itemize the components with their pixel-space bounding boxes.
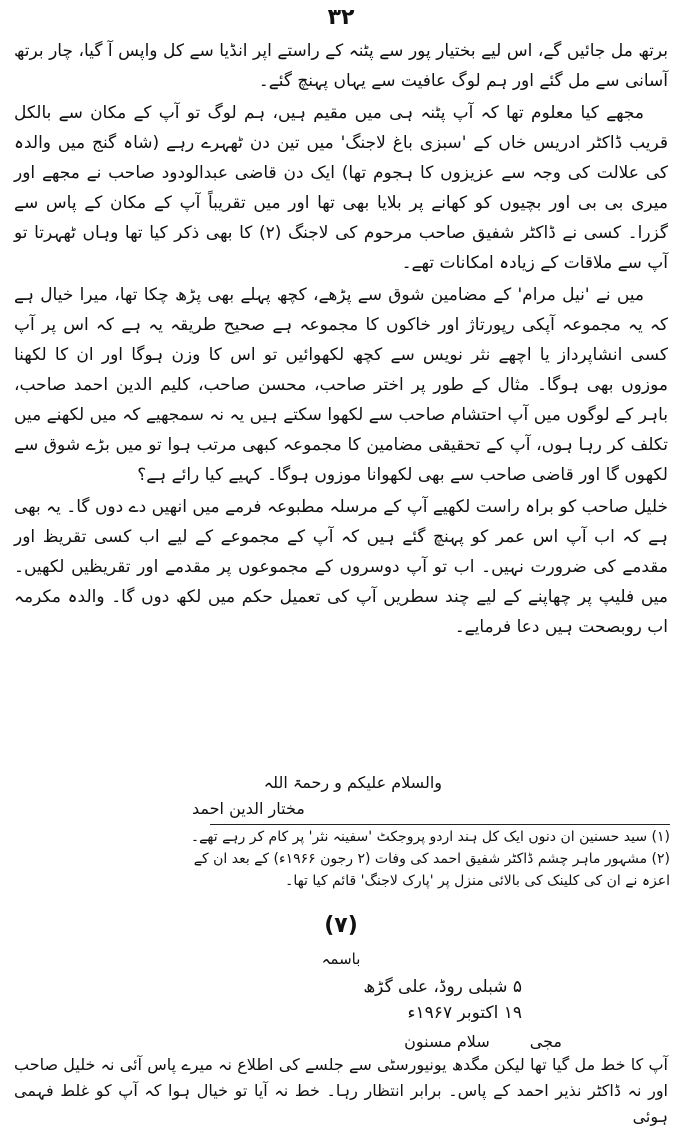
paragraph: میں نے 'نیل مرام' کے مضامین شوق سے پڑھے، کچھ پہلے بھی پڑھ چکا تھا، میرا خیال ہے کہ یہ مجموعہ آپکی رپورتاژ اور خاکوں کا مجموعہ ہے صحیح طریقہ یہ ہے کہ اس پر آپ کسی انشاپرداز یا اچھے نثر نویس سے کچھ لکھوائیں تو اس کا وزن ہوگا اور ان کا لکھنا موزوں بھی ہوگا۔ مثال کے طور پر اختر صاحب، محسن صاحب، کلیم الدین احمد صاحب، باہر کے لوگوں میں آپ احتشام صاحب سے لکھوا سکتے ہیں یہ نہ سمجھیے کہ میں لکھنے میں تکلف کر رہا ہوں، آپ کے تحقیقی مضامین کا مجموعہ کبھی مرتب ہوا تو میں بڑے شوق سے لکھوں گا اور قاضی صاحب سے بھی لکھوانا موزوں ہوگا۔ کہیے کیا رائے ہے؟ [14,285,668,485]
greeting [404,1030,562,1054]
letter-body [14,36,668,644]
footnote: (۲) مشہور ماہر چشم ڈاکٹر شفیق احمد کی وفات (۲ رجون ۱۹۶۶ء) کے بعد ان کے اعزہ نے ان کی کلینک کی بالائی منزل پر 'پارک لاجنگ' قائم کیا تھا۔ [193,851,670,889]
letter-number: (۷) [324,913,358,938]
letter-date: ۱۹ اکتوبر ۱۹۶۷ء [407,1003,522,1023]
footnote: (۱) سید حسنین ان دنوں ایک کل ہند اردو پروجکٹ 'سفینہ نثر' پر کام کر رہے تھے۔ [190,829,670,845]
paragraph: خلیل صاحب کو براہ راست لکھیے آپ کے مرسلہ مطبوعہ فرمے میں انھیں دے دوں گا۔ یہ بھی ہے کہ اب آپ اس عمر کو پہنچ گئے ہیں کہ آپ کے مجموعے کے لیے اب کسی تقریظ اور مقدمے کی ضرورت نہیں۔ اب تو آپ دوسروں کے مجموعوں پر مقدمے اور تقریظیں لکھیں۔ میں فلیپ پر چھاپنے کے لیے چند سطریں آپ کی تعمیل حکم میں لکھ دوں گا۔ والدہ مکرمہ اب روبصحت ہیں دعا فرمایے۔ [14,497,668,637]
address-line: ۵ شبلی روڈ، علی گڑھ [363,977,522,997]
page-number: ۳۲ [327,5,355,30]
next-letter-body: آپ کا خط مل گیا تھا لیکن مگدھ یونیورسٹی سے جلسے کی اطلاع نہ میرے پاس آئی نہ خلیل صاحب اور نہ ڈاکٹر نذیر احمد کے پاس۔ برابر انتظار رہا۔ خط نہ آیا تو خیال ہوا کہ آپ کو غلط فہمی ہوئی [14,1055,668,1126]
paragraph: مجھے کیا معلوم تھا کہ آپ پٹنہ ہی میں مقیم ہیں، ہم لوگ تو آپ کے مکان سے بالکل قریب ڈاکٹر ادریس خاں کے 'سبزی باغ لاجنگ' میں تین دن ٹھہرے رہے (شاہ گنج میں والدہ کی علالت کی وجہ سے عزیزوں کا ہجوم تھا) ایک دن قاضی عبدالودود صاحب نے مجھے اور میری بی بی اور بچیوں کو کھانے پر بلایا بھی تھا اور میں تقریباً آپ کے مکان کے پاس سے گزرا۔ کسی نے ڈاکٹر شفیق صاحب مرحوم کی لاجنگ (۲) کا بھی ذکر کیا تھا وہاں ٹھہرتا تو آپ سے ملاقات کے زیادہ امکانات تھے۔ [14,103,669,273]
invocation: باسمہ [321,950,361,968]
footnote-divider [210,824,670,825]
closing-salutation: والسلام علیکم و رحمۃ اللہ [263,773,442,792]
salutation: مجی [529,1032,562,1051]
footnotes [170,826,670,892]
sender-address [363,974,522,1026]
paragraph: برتھ مل جائیں گے، اس لیے بختیار پور سے پٹنہ کے راستے اپر انڈیا سے کل واپس آ گیا، چار برتھ آسانی سے مل گئے اور ہم لوگ عافیت سے یہاں پہنچ گئے۔ [14,41,668,91]
signature: مختار الدین احمد [192,799,305,818]
greeting-text: سلام مسنون [404,1032,490,1051]
